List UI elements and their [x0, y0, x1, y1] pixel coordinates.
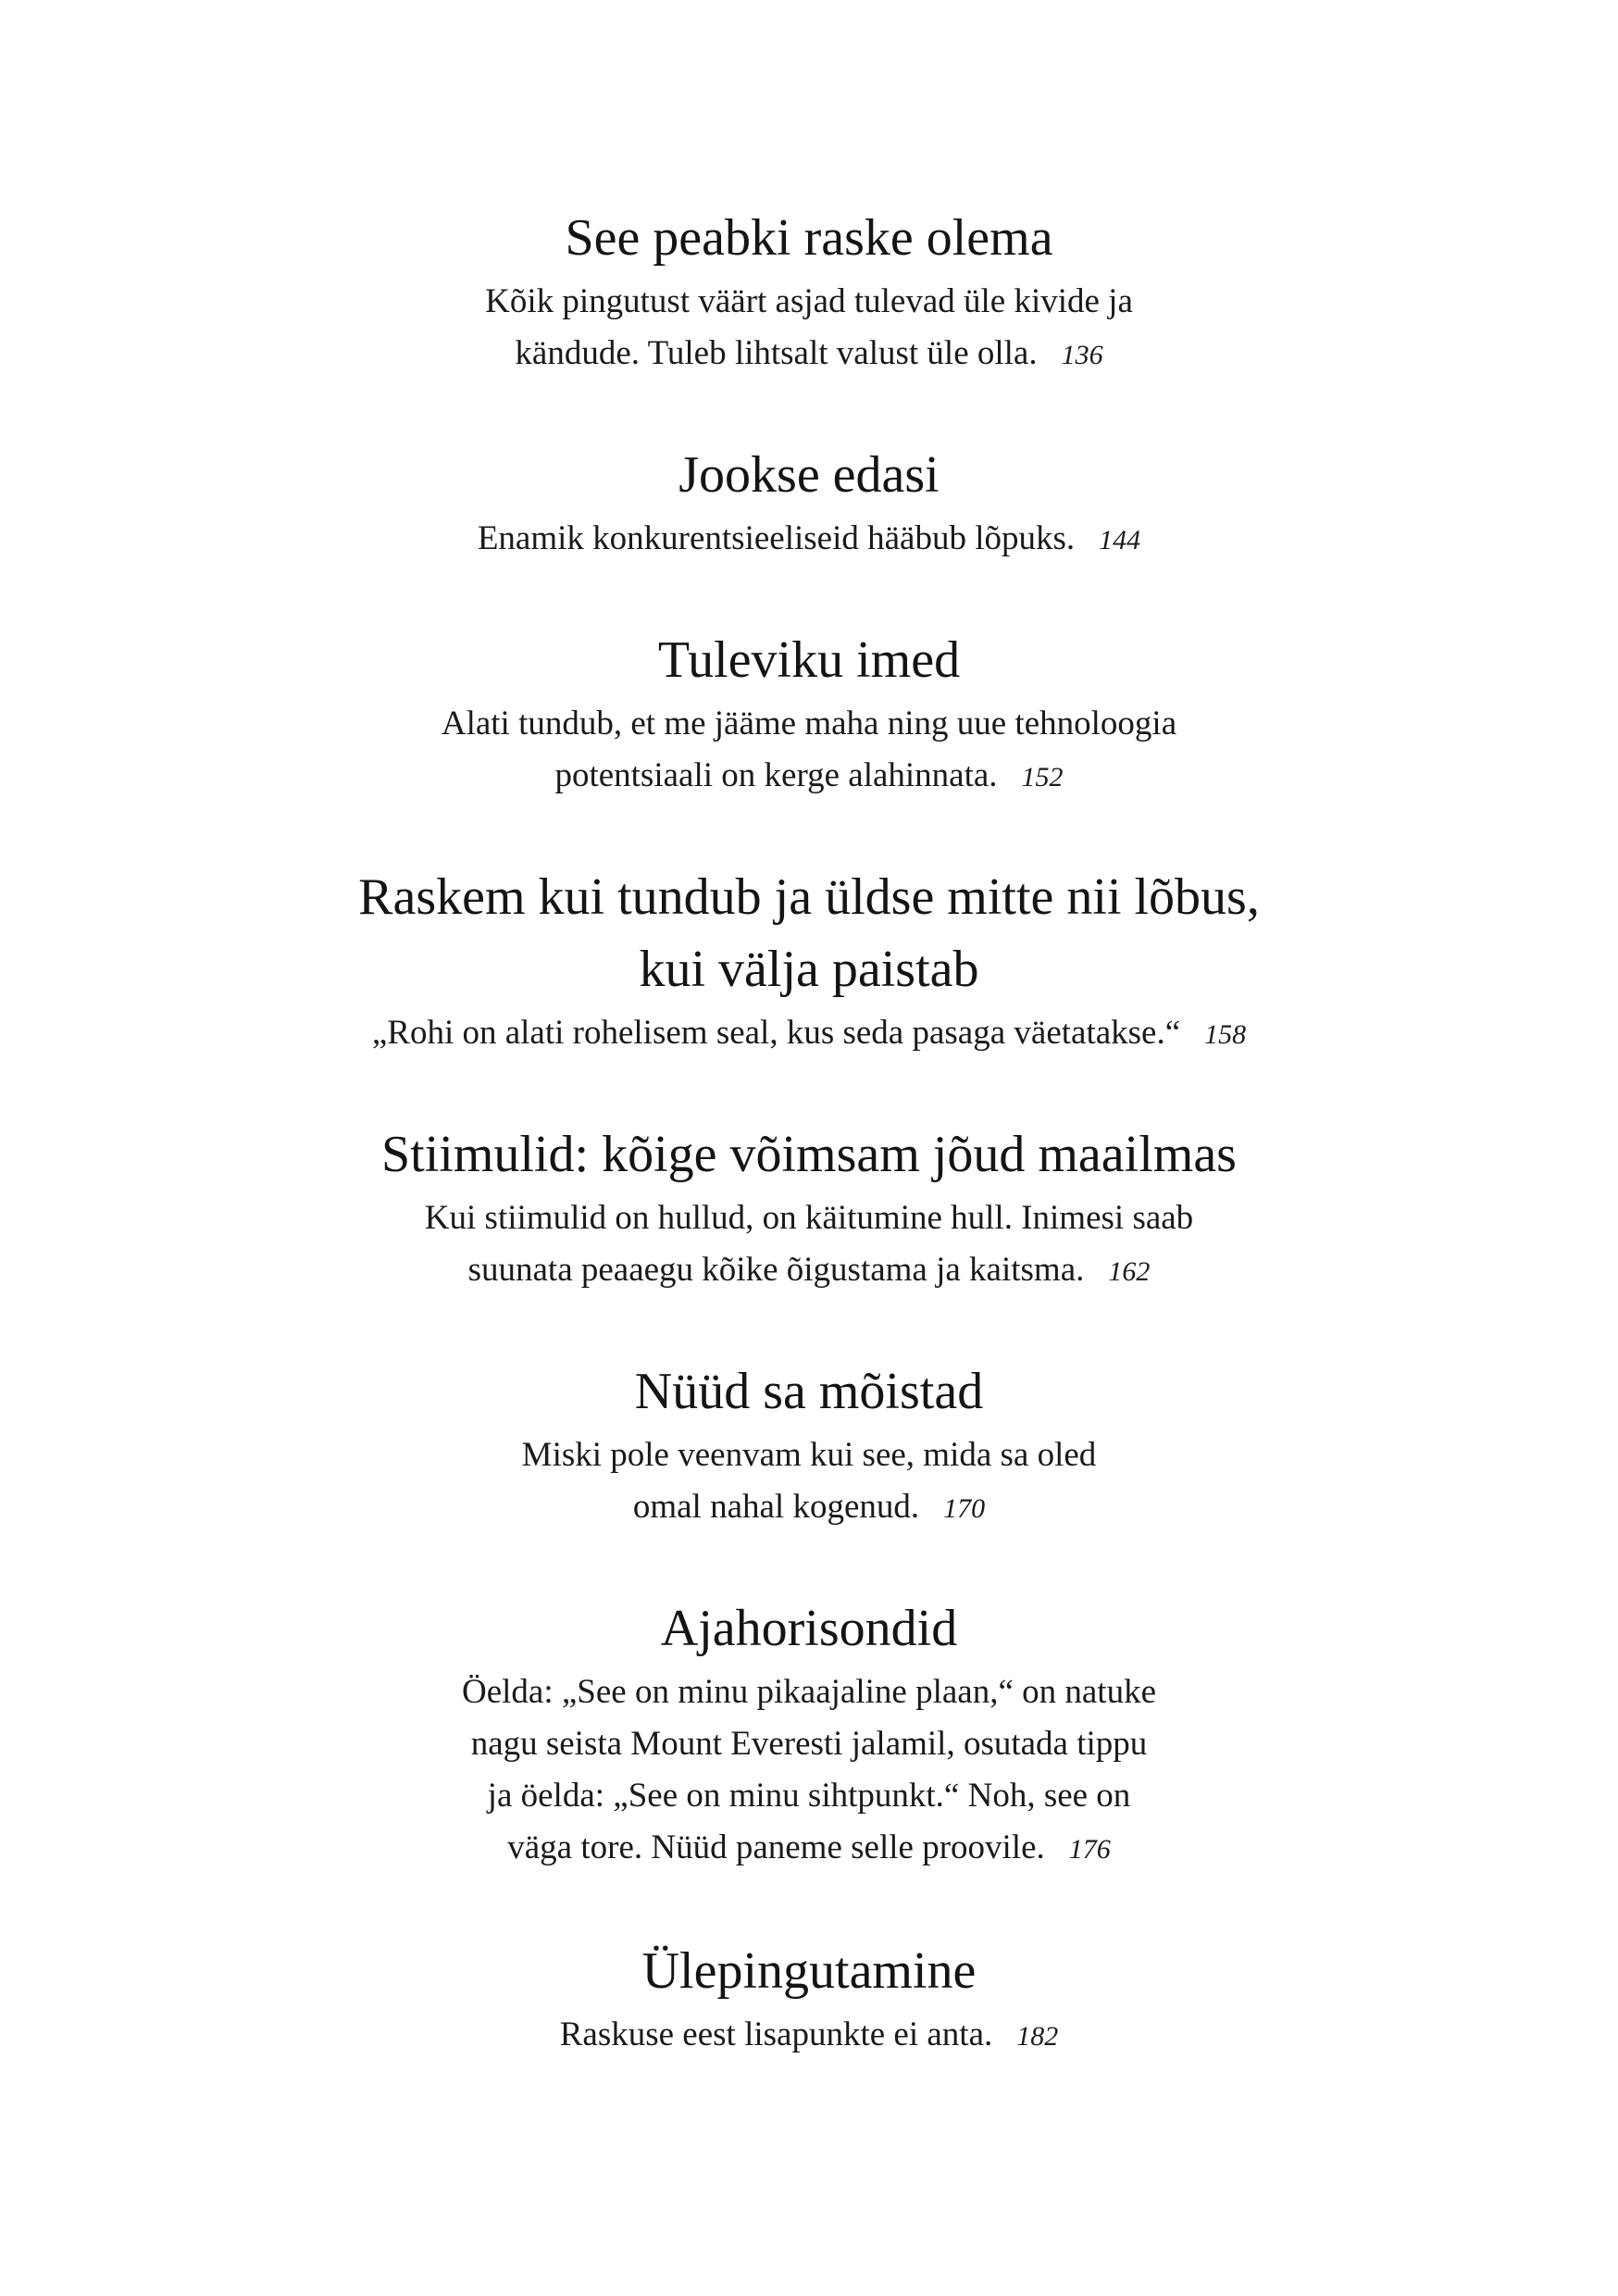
- toc-entry: [0, 202, 1618, 381]
- chapter-title-line: Raskem kui tundub ja üldse mitte nii lõbus,: [358, 868, 1260, 926]
- toc-entry: [0, 1118, 1618, 1298]
- summary-line: Alati tundub, et me jääme maha ning uue tehnoloogia: [441, 705, 1177, 742]
- page-number: 158: [1204, 1019, 1247, 1050]
- page-number: 152: [1021, 762, 1064, 792]
- chapter-title: [0, 1592, 1618, 1665]
- summary-line: „Rohi on alati rohelisem seal, kus seda pasaga väetatakse.“ 158: [371, 1014, 1247, 1052]
- summary-line: Öelda: „See on minu pikaajaline plaan,“ on natuke: [461, 1673, 1156, 1711]
- summary-line: väga tore. Nüüd paneme selle proovile. 176: [507, 1828, 1111, 1866]
- chapter-summary: [0, 276, 1618, 381]
- chapter-title-line: Ülepingutamine: [641, 1942, 977, 2000]
- chapter-title: [0, 1118, 1618, 1191]
- page-number: 144: [1099, 525, 1141, 555]
- page-number: 136: [1061, 340, 1103, 370]
- table-of-contents: [0, 202, 1618, 2063]
- chapter-title: [0, 624, 1618, 696]
- chapter-summary: [0, 513, 1618, 567]
- chapter-summary: [0, 698, 1618, 804]
- page-number: 176: [1068, 1834, 1111, 1865]
- page-number: 182: [1016, 2021, 1059, 2052]
- chapter-title: [0, 1935, 1618, 2007]
- summary-line: ja öelda: „See on minu sihtpunkt.“ Noh, see on: [487, 1777, 1131, 1815]
- summary-line: Raskuse eest lisapunkte ei anta. 182: [559, 2015, 1059, 2053]
- toc-entry: [0, 1592, 1618, 1876]
- toc-entry: [0, 624, 1618, 804]
- chapter-title-line: Nüüd sa mõistad: [634, 1363, 984, 1420]
- summary-line: Miski pole veenvam kui see, mida sa oled: [521, 1436, 1097, 1474]
- chapter-summary: [0, 1007, 1618, 1061]
- chapter-summary: [0, 1429, 1618, 1535]
- chapter-summary: [0, 1192, 1618, 1298]
- summary-line: kändude. Tuleb lihtsalt valust üle olla. 136: [515, 334, 1103, 372]
- toc-entry: [0, 1935, 1618, 2063]
- chapter-title: [0, 861, 1618, 1005]
- summary-line: Kui stiimulid on hullud, on käitumine hull. Inimesi saab: [424, 1199, 1194, 1237]
- toc-entry: [0, 1355, 1618, 1535]
- chapter-title-line: Stiimulid: kõige võimsam jõud maailmas: [381, 1126, 1237, 1183]
- summary-line: suunata peaaegu kõike õigustama ja kaitsma. 162: [467, 1251, 1151, 1289]
- chapter-summary: [0, 1666, 1618, 1876]
- page-number: 162: [1108, 1256, 1151, 1287]
- page-number: 170: [943, 1493, 986, 1524]
- chapter-title-line: Jookse edasi: [678, 446, 940, 504]
- toc-entry: [0, 439, 1618, 567]
- chapter-title-line: See peabki raske olema: [565, 209, 1053, 267]
- summary-line: Enamik konkurentsieeliseid hääbub lõpuks. 144: [477, 519, 1141, 557]
- chapter-title: [0, 202, 1618, 274]
- summary-line: Kõik pingutust väärt asjad tulevad üle kivide ja: [485, 282, 1133, 320]
- summary-line: omal nahal kogenud. 170: [632, 1488, 986, 1526]
- summary-line: potentsiaali on kerge alahinnata. 152: [554, 756, 1064, 794]
- chapter-title: [0, 439, 1618, 511]
- chapter-summary: [0, 2009, 1618, 2063]
- summary-line: nagu seista Mount Everesti jalamil, osutada tippu: [470, 1725, 1148, 1763]
- chapter-title: [0, 1355, 1618, 1428]
- toc-entry: [0, 861, 1618, 1061]
- chapter-title-line: Ajahorisondid: [660, 1600, 958, 1657]
- chapter-title-line: Tuleviku imed: [657, 631, 961, 689]
- chapter-title-line: kui välja paistab: [639, 941, 979, 998]
